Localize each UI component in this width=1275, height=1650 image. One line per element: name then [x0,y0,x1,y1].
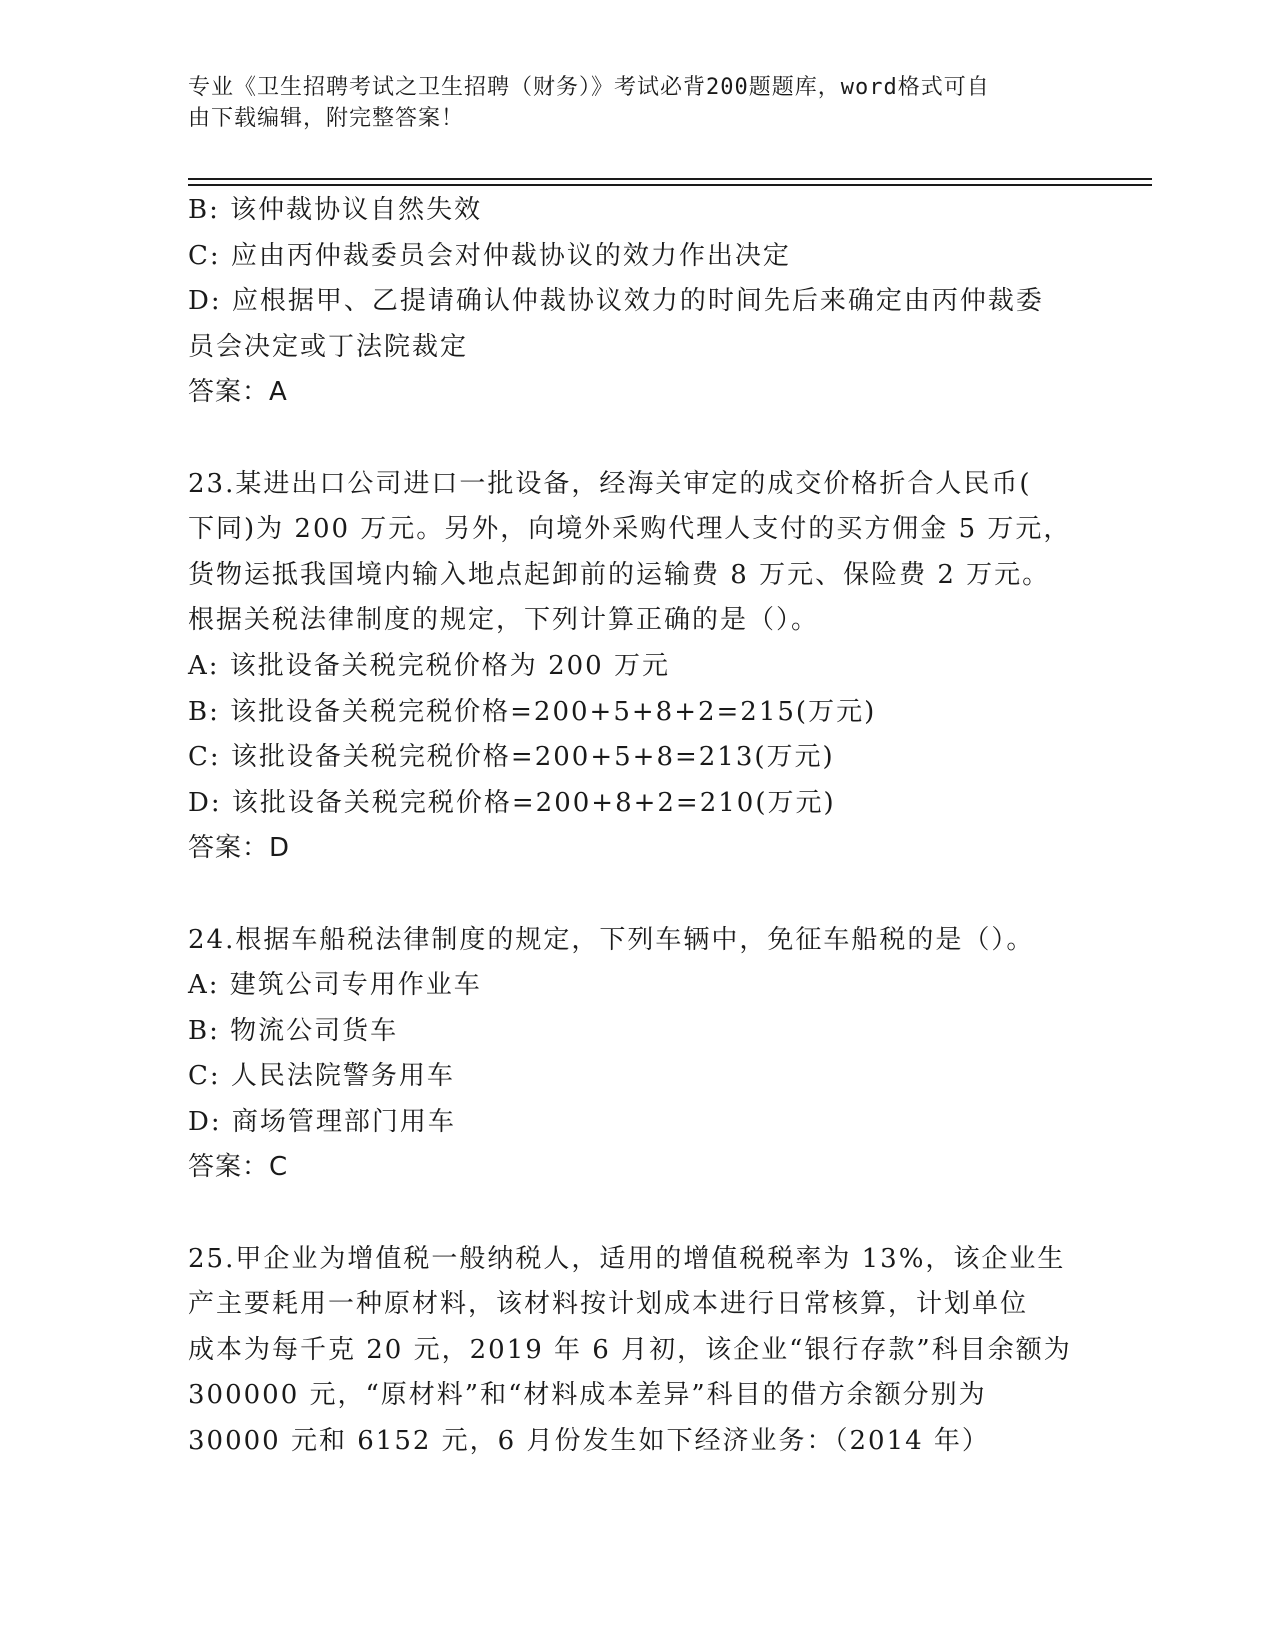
q24-option-d: D: 商场管理部门用车 [188,1106,456,1137]
q22-option-c: C: 应由丙仲裁委员会对仲裁协议的效力作出决定 [188,240,791,271]
q25-stem-line-5: 30000 元和 6152 元，6 月份发生如下经济业务：（2014 年） [188,1426,990,1457]
q24-answer: 答案：C [188,1152,289,1183]
spacer [188,416,1088,462]
question-22-tail [188,188,1088,416]
q22-option-d-line-1: D: 应根据甲、乙提请确认仲裁协议效力的时间先后来确定由丙仲裁委 [188,286,1044,317]
q23-option-b: B: 该批设备关税完税价格=200+5+8+2=215(万元) [188,696,877,727]
q22-option-d-line-2: 员会决定或丁法院裁定 [188,331,469,362]
q25-stem-line-3: 成本为每千克 20 元，2019 年 6 月初，该企业“银行存款”科目余额为 [188,1334,1072,1365]
question-23 [188,462,1088,872]
document-header [188,72,1068,134]
q22-answer: 答案：A [188,377,288,408]
spacer [188,872,1088,918]
q23-option-d: D: 该批设备关税完税价格=200+8+2=210(万元) [188,787,836,818]
q23-stem-line-4: 根据关税法律制度的规定，下列计算正确的是（）。 [188,605,820,636]
q23-answer: 答案：D [188,833,291,864]
q24-option-a: A: 建筑公司专用作业车 [188,970,482,1001]
q22-option-b: B: 该仲裁协议自然失效 [188,195,483,225]
q23-stem-line-1: 23.某进出口公司进口一批设备，经海关审定的成交价格折合人民币( [188,468,1032,499]
q25-stem-line-1: 25.甲企业为增值税一般纳税人，适用的增值税税率为 13%，该企业生 [188,1243,1066,1274]
q25-stem-line-2: 产主要耗用一种原材料，该材料按计划成本进行日常核算，计划单位 [188,1289,1029,1320]
spacer [188,1191,1088,1237]
q25-stem-line-4: 300000 元，“原材料”和“材料成本差异”科目的借方余额分别为 [188,1380,987,1411]
document-body [188,188,1088,1465]
q24-option-c: C: 人民法院警务用车 [188,1061,455,1092]
question-25 [188,1237,1088,1465]
header-divider-top [188,178,1152,180]
q23-stem-line-2: 下同)为 200 万元。另外，向境外采购代理人支付的买方佣金 5 万元， [188,514,1072,545]
header-line-1: 专业《卫生招聘考试之卫生招聘（财务）》考试必背200题题库，word格式可自 [188,75,990,100]
q23-option-c: C: 该批设备关税完税价格=200+5+8=213(万元) [188,742,835,773]
header-line-2: 由下载编辑，附完整答案！ [188,106,465,131]
q24-stem-line-1: 24.根据车船税法律制度的规定，下列车辆中，免征车船税的是（）。 [188,924,1035,955]
question-24 [188,918,1088,1192]
q24-option-b: B: 物流公司货车 [188,1015,399,1046]
header-divider-bottom [188,184,1152,186]
q23-stem-line-3: 货物运抵我国境内输入地点起卸前的运输费 8 万元、保险费 2 万元。 [188,559,1051,590]
q23-option-a: A: 该批设备关税完税价格为 200 万元 [188,650,670,681]
